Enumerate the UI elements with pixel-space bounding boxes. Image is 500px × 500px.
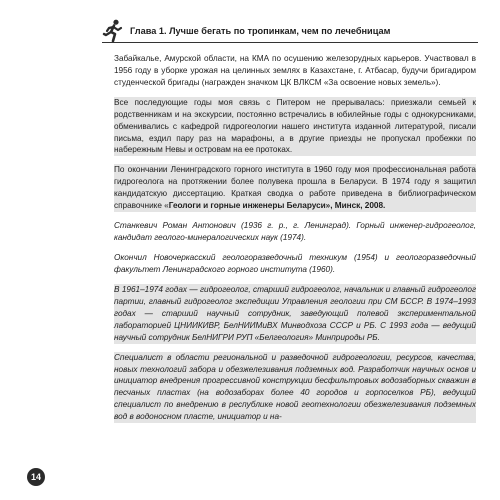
paragraph-6: В 1961–1974 годах — гидрогеолог, старший гидрогеолог, начальник и главный гидрогеолог партии, главный гидрогеолог экспедиции Управления геологии при СМ БССР. В 1974–1993 годах — старший научный сотрудник, заведующий полевой экспериментальной лабораторией ЦНИИКИВР, БелНИИМиВХ Минводхоза СССР и РБ. С 1993 года — ведущий научный сотрудник БелНИГРИ РУП «Белгеология» Минприроды РБ. (114, 284, 476, 342)
paragraph-3-text: По окончании Ленинградского горного института в 1960 году моя профессиональная работа гидрогеолога на протяжении более полувека прошла в Беларуси. В 1974 году я защитил кандидатскую диссертацию. Краткая сводка о работе приведена в библиографическом справочнике « (114, 165, 476, 211)
paragraph-5: Окончил Новочеркасский геологоразведочный техникум (1954) и геологоразведочный факультет Ленинградского горного института (1960). (114, 253, 476, 274)
paragraph-3-bold: Геологи и горные инженеры Беларуси», Минск, 2008. (168, 201, 386, 211)
page-number: 14 (27, 468, 45, 486)
paragraph-3 (114, 164, 476, 212)
chapter-header (102, 18, 472, 44)
paragraph-7: Специалист в области региональной и разведочной гидрогеологии, ресурсов, качества, новых технологий забора и обезжелезивания подземных вод. Разработчик научных основ и инициатор внедрения прогрессивной конструкции бесфильтровых водозаборных скважин в песчаных пластах (на водозаборах более 40 городов и горпоселков РБ), ведущий специалист по внедрению в республике новой геотехнологии обезжелезивания подземных вод в водоносном пласте, инициатор и на- (114, 352, 476, 422)
paragraph-4: Станкевич Роман Антонович (1936 г. р., г. Ленинград). Горный инженер-гидрогеолог, кандидат геолого-минералогических наук (1974). (114, 221, 476, 243)
chapter-title: Глава 1. Лучше бегать по тропинкам, чем по лечебницам (130, 26, 391, 36)
header-divider (102, 42, 478, 43)
shaded-block-4 (114, 352, 476, 423)
running-man-icon (102, 19, 124, 43)
paragraph-1: Забайкалье, Амурской области, на КМА по осушению железорудных карьеров. Участвовал в 1956 году в уборке урожая на целинных землях в Казахстане, г. Атбасар, будучи бригадиром студенческой бригады (награжден значком ЦК ВЛКСМ «За освоение новых земель»). (114, 54, 476, 87)
shaded-block-3 (114, 284, 476, 344)
shaded-block-1 (114, 97, 476, 157)
shaded-block-2 (114, 164, 476, 212)
paragraph-2: Все последующие годы моя связь с Питером не прерывалась: приезжали семьей к родственникам и на экскурсии, постоянно встречались в юбилейные годы с однокурсниками, обменивались с кафедрой гидрогеологии нашего института изданной литературой, писали письма, ездил пару раз на марафоны, а в другие приезды не пропускал пробежки по набережным Невы и островам на ее протоках. (114, 97, 476, 155)
page-content (114, 53, 476, 431)
